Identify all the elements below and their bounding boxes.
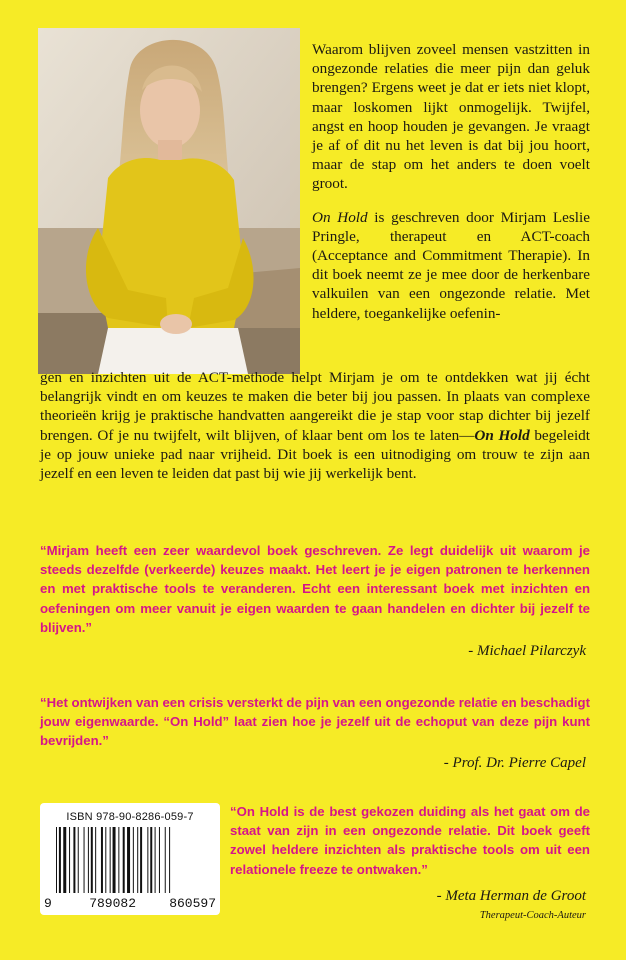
blurb-paragraph-3 [40, 368, 590, 483]
testimonial-author-1: - Michael Pilarczyk [468, 643, 586, 659]
barcode-stripe [137, 827, 138, 893]
barcode-stripe [147, 827, 148, 893]
blurb-paragraph-3-end: begeleidt je op jouw unieke pad naar vrijheid. Dit boek is een uitnodiging om trouw te zijn aan jezelf en een leven te leiden dat past bij wie jij werkelijk bent. [40, 426, 590, 483]
blurb-continuation [40, 368, 590, 483]
testimonial-quote-1: “Mirjam heeft een zeer waardevol boek geschreven. Ze legt duidelijk uit waarom je steeds dezelfde (verkeerde) keuzes maakt. Het leert je je eigen patronen te herkennen en met praktische tools te veranderen. Echt een interessant boek met inzichten en oefeningen om meer vanuit je eigen waarden te gaan handelen en dichter bij jezelf te blijven.” [40, 543, 590, 635]
barcode-stripe [59, 827, 61, 893]
barcode-digits [44, 896, 216, 911]
barcode-stripe [159, 827, 160, 893]
barcode-stripe [165, 827, 166, 893]
blurb-column [312, 40, 590, 337]
barcode-stripe [56, 827, 57, 893]
blurb-paragraph-2 [312, 208, 590, 323]
barcode-stripe [95, 827, 96, 893]
barcode-stripe [127, 827, 130, 893]
barcode-stripe [140, 827, 142, 893]
blurb-paragraph-1: Waarom blijven zoveel mensen vastzitten in ongezonde relaties die meer pijn dan geluk brengen? Ergens weet je dat er iets niet klopt, maar loskomen lijkt onmogelijk. Twijfel, angst en hoop houden je gevangen. Je vraagt je af of dit nu het leven is dat bij jou hoort, maar de stap om het anders te doen voelt groot. [312, 41, 590, 193]
testimonial-author-3: - Meta Herman de Groot [436, 888, 586, 904]
barcode-stripe [78, 827, 79, 893]
barcode-stripe [113, 827, 116, 893]
barcode-stripe [133, 827, 134, 893]
barcode-stripe [123, 827, 125, 893]
barcode-stripe [84, 827, 85, 893]
barcode-stripe [88, 827, 89, 893]
barcode-digit-lead: 9 [44, 896, 52, 911]
author-photo [38, 28, 300, 374]
isbn-barcode [40, 803, 220, 915]
testimonial-quote-3: “On Hold is de best gekozen duiding als het gaat om de staat van zijn in een ongezonde relatie. Dit boek geeft zowel heldere inzichten als praktische tools om uit een relationele freeze te ontwaken.” [230, 804, 590, 877]
barcode-stripe [150, 827, 152, 893]
book-title-inline: On Hold [312, 208, 368, 226]
barcode-digits-right: 860597 [169, 896, 216, 911]
barcode-stripe [73, 827, 75, 893]
barcode-stripe [101, 827, 103, 893]
blurb-paragraph-2-text: is geschreven door Mirjam Leslie Pringle, therapeut en ACT-coach (Acceptance and Commitment Therapie). In dit boek neemt ze je mee door de herkenbare valkuilen van een ongezonde relatie. Met heldere, toegankelijke oefenin- [312, 208, 590, 322]
barcode-stripe [110, 827, 111, 893]
book-title-inline-bold: On Hold [474, 426, 530, 444]
barcode-stripe [69, 827, 70, 893]
barcode-stripe [105, 827, 106, 893]
barcode-bars [56, 827, 206, 899]
blurb-paragraph-3-start: gen en inzichten uit de ACT-methode helpt Mirjam je om te ontdekken wat jij écht belangrijk vindt en om keuzes te maken die beter bij jou passen. In plaats van complexe theorieën krijg je praktische handvatten aangereikt die je stap voor stap dichter bij jezelf brengen. Of je nu twijfelt, wilt blijven, of klaar bent om los te laten— [40, 369, 590, 444]
barcode-stripe [169, 827, 170, 893]
testimonial-quote-2: “Het ontwijken van een crisis versterkt de pijn van een ongezonde relatie en beschadigt jouw eigenwaarde. “On Hold” laat zien hoe je jezelf uit de echoput van deze pijn kunt bevrijden.” [40, 695, 590, 749]
testimonial-author-3-role: Therapeut-Coach-Auteur [479, 910, 586, 921]
barcode-stripe [63, 827, 66, 893]
testimonial-author-2: - Prof. Dr. Pierre Capel [443, 755, 586, 771]
isbn-label: ISBN 978-90-8286-059-7 [66, 811, 194, 823]
barcode-stripe [118, 827, 119, 893]
barcode-stripe [91, 827, 93, 893]
barcode-stripe [155, 827, 156, 893]
barcode-digits-left: 789082 [89, 896, 136, 911]
